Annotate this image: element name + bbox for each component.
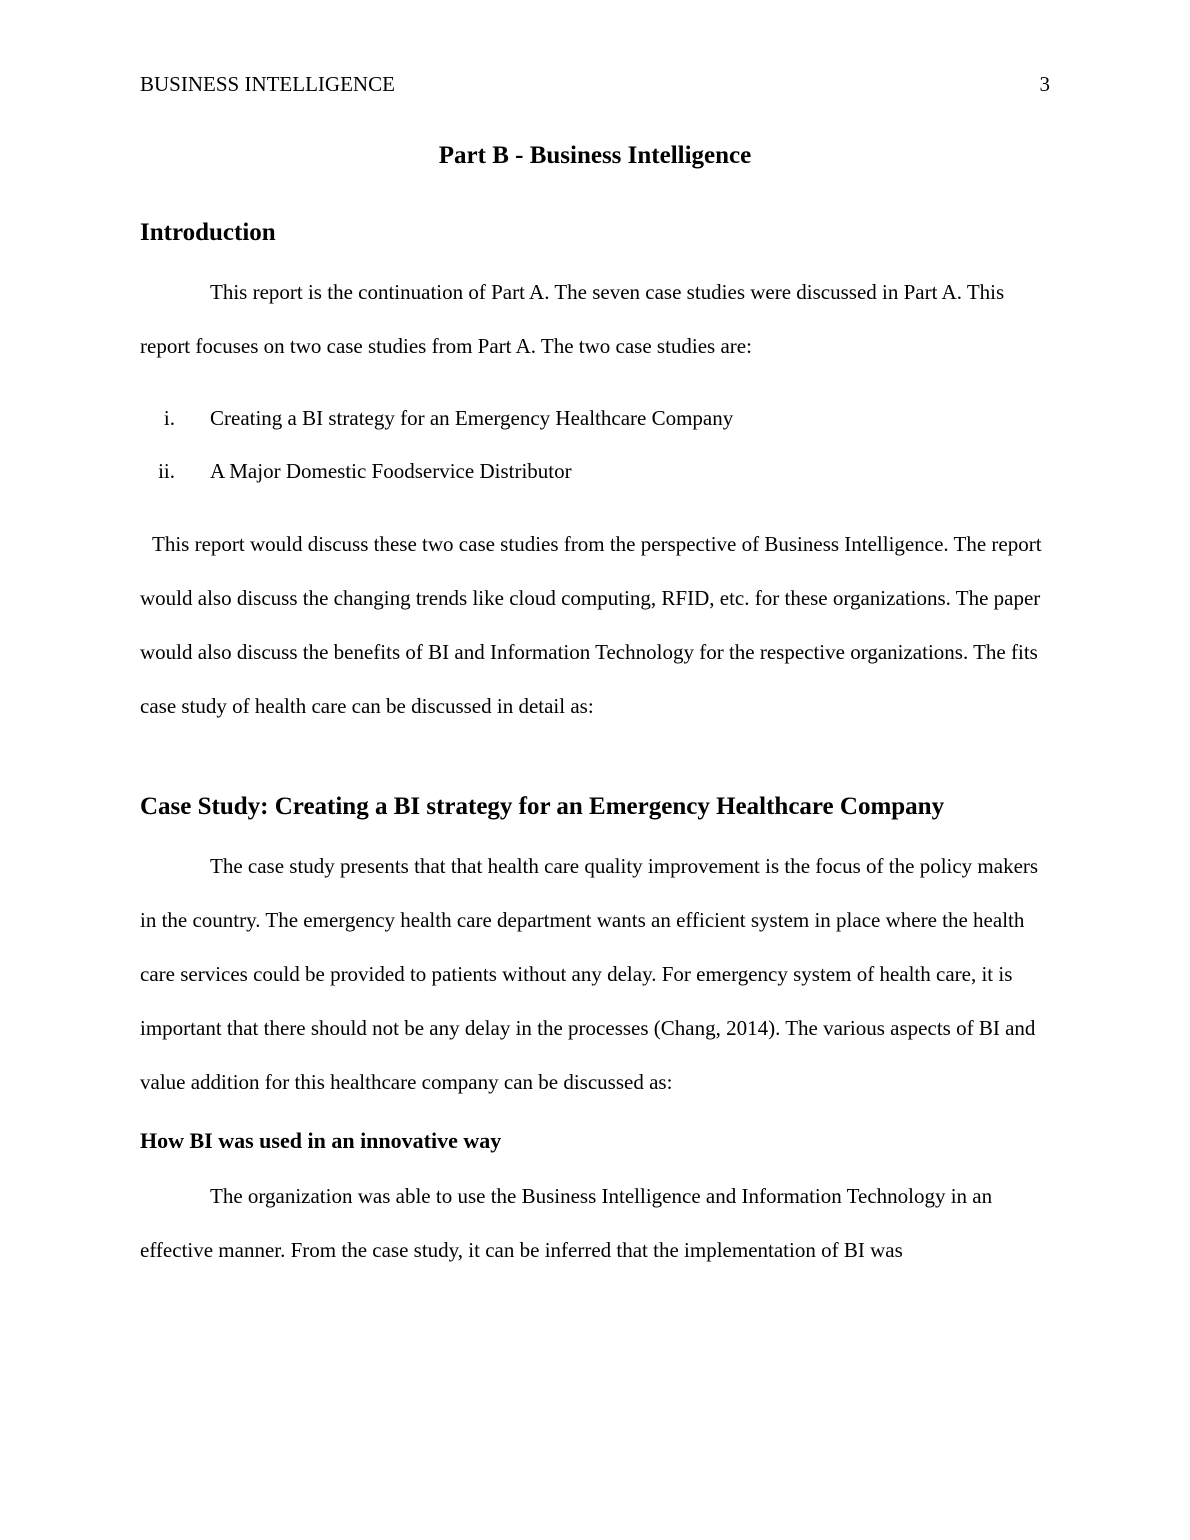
introduction-paragraph-1: This report is the continuation of Part A. The seven case studies were discussed in Part A. This report focuses on two case studies from Part A. The two case studies are: <box>140 280 1005 358</box>
list-item-text: Creating a BI strategy for an Emergency Healthcare Company <box>210 406 734 430</box>
page-header <box>140 70 1050 98</box>
list-marker: i. <box>163 406 175 430</box>
introduction-heading: Introduction <box>140 219 276 246</box>
page-number: 3 <box>1039 72 1050 96</box>
list-marker: ii. <box>158 459 175 483</box>
list-item <box>140 445 1050 498</box>
page-content <box>140 137 1050 1277</box>
case-studies-list <box>140 392 1050 498</box>
case-study-heading: Case Study: Creating a BI strategy for an Emergency Healthcare Company <box>140 793 945 820</box>
case-study-paragraph-1: The case study presents that that health care quality improvement is the focus of the policy makers in the country. The emergency health care department wants an efficient system in place where the health care services could be provided to patients without any delay. For emergency system of health care, it is important that there should not be any delay in the processes (Chang, 2014). The various aspects of BI and value addition for this healthcare company can be discussed as: <box>140 854 1039 1094</box>
document-title: Part B - Business Intelligence <box>438 142 752 169</box>
list-item-text: A Major Domestic Foodservice Distributor <box>210 459 572 483</box>
introduction-paragraph-2: This report would discuss these two case studies from the perspective of Business Intelligence. The report would also discuss the changing trends like cloud computing, RFID, etc. for these organizations. The paper would also discuss the benefits of BI and Information Technology for the respective organizations. The fits case study of health care can be discussed in detail as: <box>140 532 1042 718</box>
list-item <box>140 392 1050 445</box>
innovation-heading: How BI was used in an innovative way <box>140 1128 502 1153</box>
running-head: BUSINESS INTELLIGENCE <box>140 72 395 96</box>
innovation-paragraph-1: The organization was able to use the Business Intelligence and Information Technology in an effective manner. From the case study, it can be inferred that the implementation of BI was <box>140 1184 993 1262</box>
